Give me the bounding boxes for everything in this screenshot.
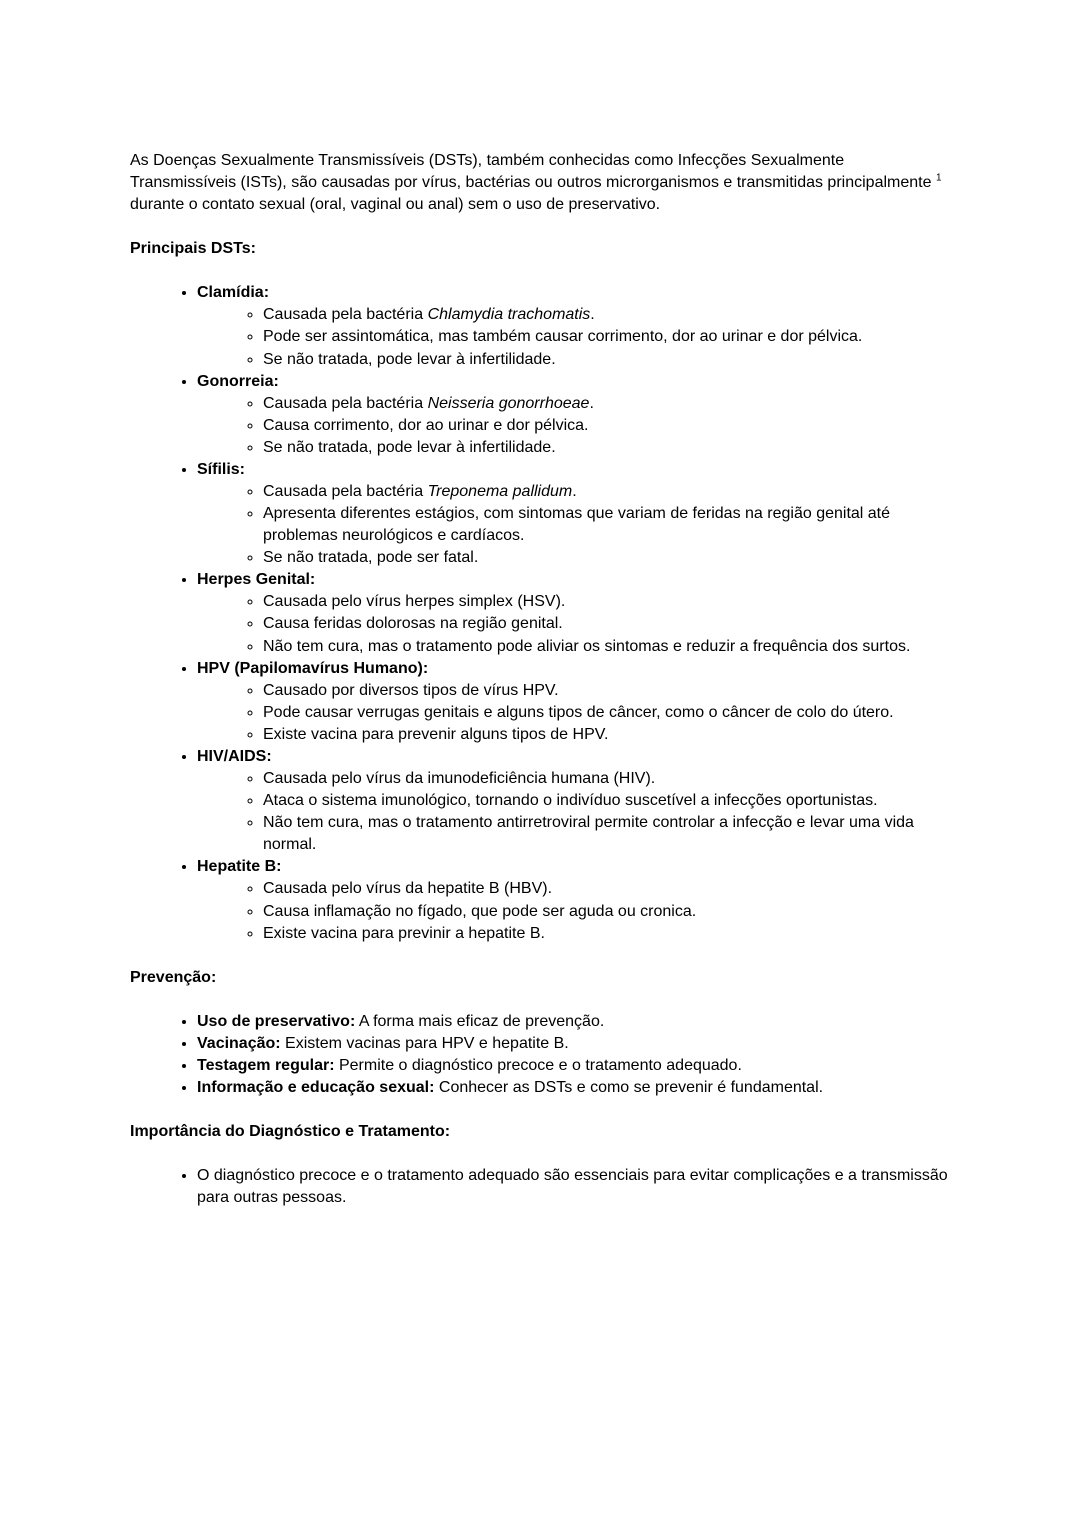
- item-lead: Informação e educação sexual:: [197, 1078, 435, 1096]
- text-run: Não tem cura, mas o tratamento pode aliviar os sintomas e reduzir a frequência dos surtos.: [263, 637, 911, 655]
- sub-list-item: [263, 304, 950, 326]
- text-run: Causada pelo vírus da imunodeficiência humana (HIV).: [263, 770, 656, 788]
- item-lead: Vacinação:: [197, 1034, 281, 1052]
- sub-list-item: [263, 591, 950, 613]
- text-run: Se não tratada, pode ser fatal.: [263, 549, 479, 567]
- text-run: O diagnóstico precoce e o tratamento adequado são essenciais para evitar complicações e a transmissão para outras pessoas.: [197, 1167, 948, 1207]
- sub-list-item: [263, 768, 950, 790]
- text-run: Se não tratada, pode levar à infertilidade.: [263, 438, 556, 456]
- sub-list-item: [263, 481, 950, 503]
- sub-bullet-list: [197, 680, 950, 746]
- text-run: .: [590, 306, 595, 324]
- list-item: [197, 371, 950, 459]
- sub-list-item: [263, 680, 950, 702]
- bullet-list: [130, 282, 950, 944]
- sub-bullet-list: [197, 878, 950, 944]
- bullet-list: [130, 1011, 950, 1099]
- intro-paragraph: [130, 150, 950, 216]
- sub-list-item: [263, 326, 950, 348]
- sub-list-item: [263, 702, 950, 724]
- item-lead: Testagem regular:: [197, 1056, 335, 1074]
- text-run: Não tem cura, mas o tratamento antirretroviral permite controlar a infecção e levar uma vida normal.: [263, 814, 914, 854]
- sub-list-item: [263, 923, 950, 945]
- item-lead: Herpes Genital:: [197, 571, 316, 589]
- sub-list-item: [263, 349, 950, 371]
- section-heading: Importância do Diagnóstico e Tratamento:: [130, 1123, 451, 1141]
- list-item: [197, 1055, 950, 1077]
- sub-list-item: [263, 393, 950, 415]
- text-run-italic: Treponema pallidum: [427, 483, 573, 501]
- sub-list-item: [263, 636, 950, 658]
- item-lead: Uso de preservativo:: [197, 1012, 356, 1030]
- text-run: Causada pelo vírus da hepatite B (HBV).: [263, 880, 553, 898]
- item-lead: Hepatite B:: [197, 858, 282, 876]
- text-run: As Doenças Sexualmente Transmissíveis (DSTs), também conhecidas como Infecções Sexualmente Transmissíveis (ISTs), são causadas por vírus, bactérias ou outros microrganismos e transmitidas principalmente: [130, 152, 936, 192]
- list-item: [197, 1077, 950, 1099]
- text-run: Causada pelo vírus herpes simplex (HSV).: [263, 593, 566, 611]
- sub-bullet-list: [197, 591, 950, 657]
- text-run: Pode causar verrugas genitais e alguns tipos de câncer, como o câncer de colo do útero.: [263, 703, 894, 721]
- sub-bullet-list: [197, 768, 950, 856]
- text-run: durante o contato sexual (oral, vaginal ou anal) sem o uso de preservativo.: [130, 196, 661, 214]
- text-run-sup: 1: [935, 172, 942, 184]
- item-lead: HPV (Papilomavírus Humano):: [197, 659, 429, 677]
- text-run: Se não tratada, pode levar à infertilidade.: [263, 350, 556, 368]
- sub-list-item: [263, 415, 950, 437]
- text-run: A forma mais eficaz de prevenção.: [355, 1012, 605, 1030]
- list-item: [197, 1033, 950, 1055]
- sub-list-item: [263, 437, 950, 459]
- list-item: [197, 1011, 950, 1033]
- sub-list-item: [263, 812, 950, 856]
- list-item: [197, 282, 950, 370]
- sub-bullet-list: [197, 481, 950, 569]
- section-heading: Principais DSTs:: [130, 240, 256, 258]
- text-run: Existe vacina para previnir a hepatite B.: [263, 924, 545, 942]
- sub-list-item: [263, 613, 950, 635]
- sub-bullet-list: [197, 393, 950, 459]
- list-item: [197, 658, 950, 746]
- item-lead: Sífilis:: [197, 460, 246, 478]
- sub-list-item: [263, 503, 950, 547]
- list-item: [197, 569, 950, 657]
- text-run: .: [572, 483, 577, 501]
- document-body: [130, 238, 950, 1209]
- text-run-italic: Chlamydia trachomatis: [427, 306, 591, 324]
- text-run: .: [589, 394, 594, 412]
- bullet-list: [130, 1165, 950, 1209]
- text-run: Causada pela bactéria: [263, 483, 428, 501]
- text-run: Causa corrimento, dor ao urinar e dor pélvica.: [263, 416, 589, 434]
- sub-list-item: [263, 547, 950, 569]
- text-run: Causada pela bactéria: [263, 394, 428, 412]
- text-run: Existe vacina para prevenir alguns tipos de HPV.: [263, 725, 609, 743]
- text-run: Causada pela bactéria: [263, 306, 428, 324]
- sub-list-item: [263, 790, 950, 812]
- list-item: [197, 746, 950, 856]
- sub-list-item: [263, 901, 950, 923]
- text-run: Permite o diagnóstico precoce e o tratamento adequado.: [334, 1056, 742, 1074]
- sub-bullet-list: [197, 304, 950, 370]
- text-run: Existem vacinas para HPV e hepatite B.: [280, 1034, 569, 1052]
- text-run: Apresenta diferentes estágios, com sintomas que variam de feridas na região genital até problemas neurológicos e cardíacos.: [263, 505, 891, 545]
- item-lead: Gonorreia:: [197, 372, 279, 390]
- text-run: Pode ser assintomática, mas também causar corrimento, dor ao urinar e dor pélvica.: [263, 328, 863, 346]
- section-heading: Prevenção:: [130, 968, 217, 986]
- text-run: Causado por diversos tipos de vírus HPV.: [263, 681, 559, 699]
- text-run: Ataca o sistema imunológico, tornando o indivíduo suscetível a infecções oportunistas.: [263, 792, 878, 810]
- item-lead: Clamídia:: [197, 284, 270, 302]
- sub-list-item: [263, 878, 950, 900]
- list-item: [197, 459, 950, 569]
- text-run: Causa feridas dolorosas na região genital.: [263, 615, 563, 633]
- text-run: Causa inflamação no fígado, que pode ser aguda ou cronica.: [263, 902, 697, 920]
- list-item: [197, 1165, 950, 1209]
- item-lead: HIV/AIDS:: [197, 747, 272, 765]
- text-run: Conhecer as DSTs e como se prevenir é fundamental.: [434, 1078, 824, 1096]
- text-run-italic: Neisseria gonorrhoeae: [427, 394, 590, 412]
- list-item: [197, 856, 950, 944]
- sub-list-item: [263, 724, 950, 746]
